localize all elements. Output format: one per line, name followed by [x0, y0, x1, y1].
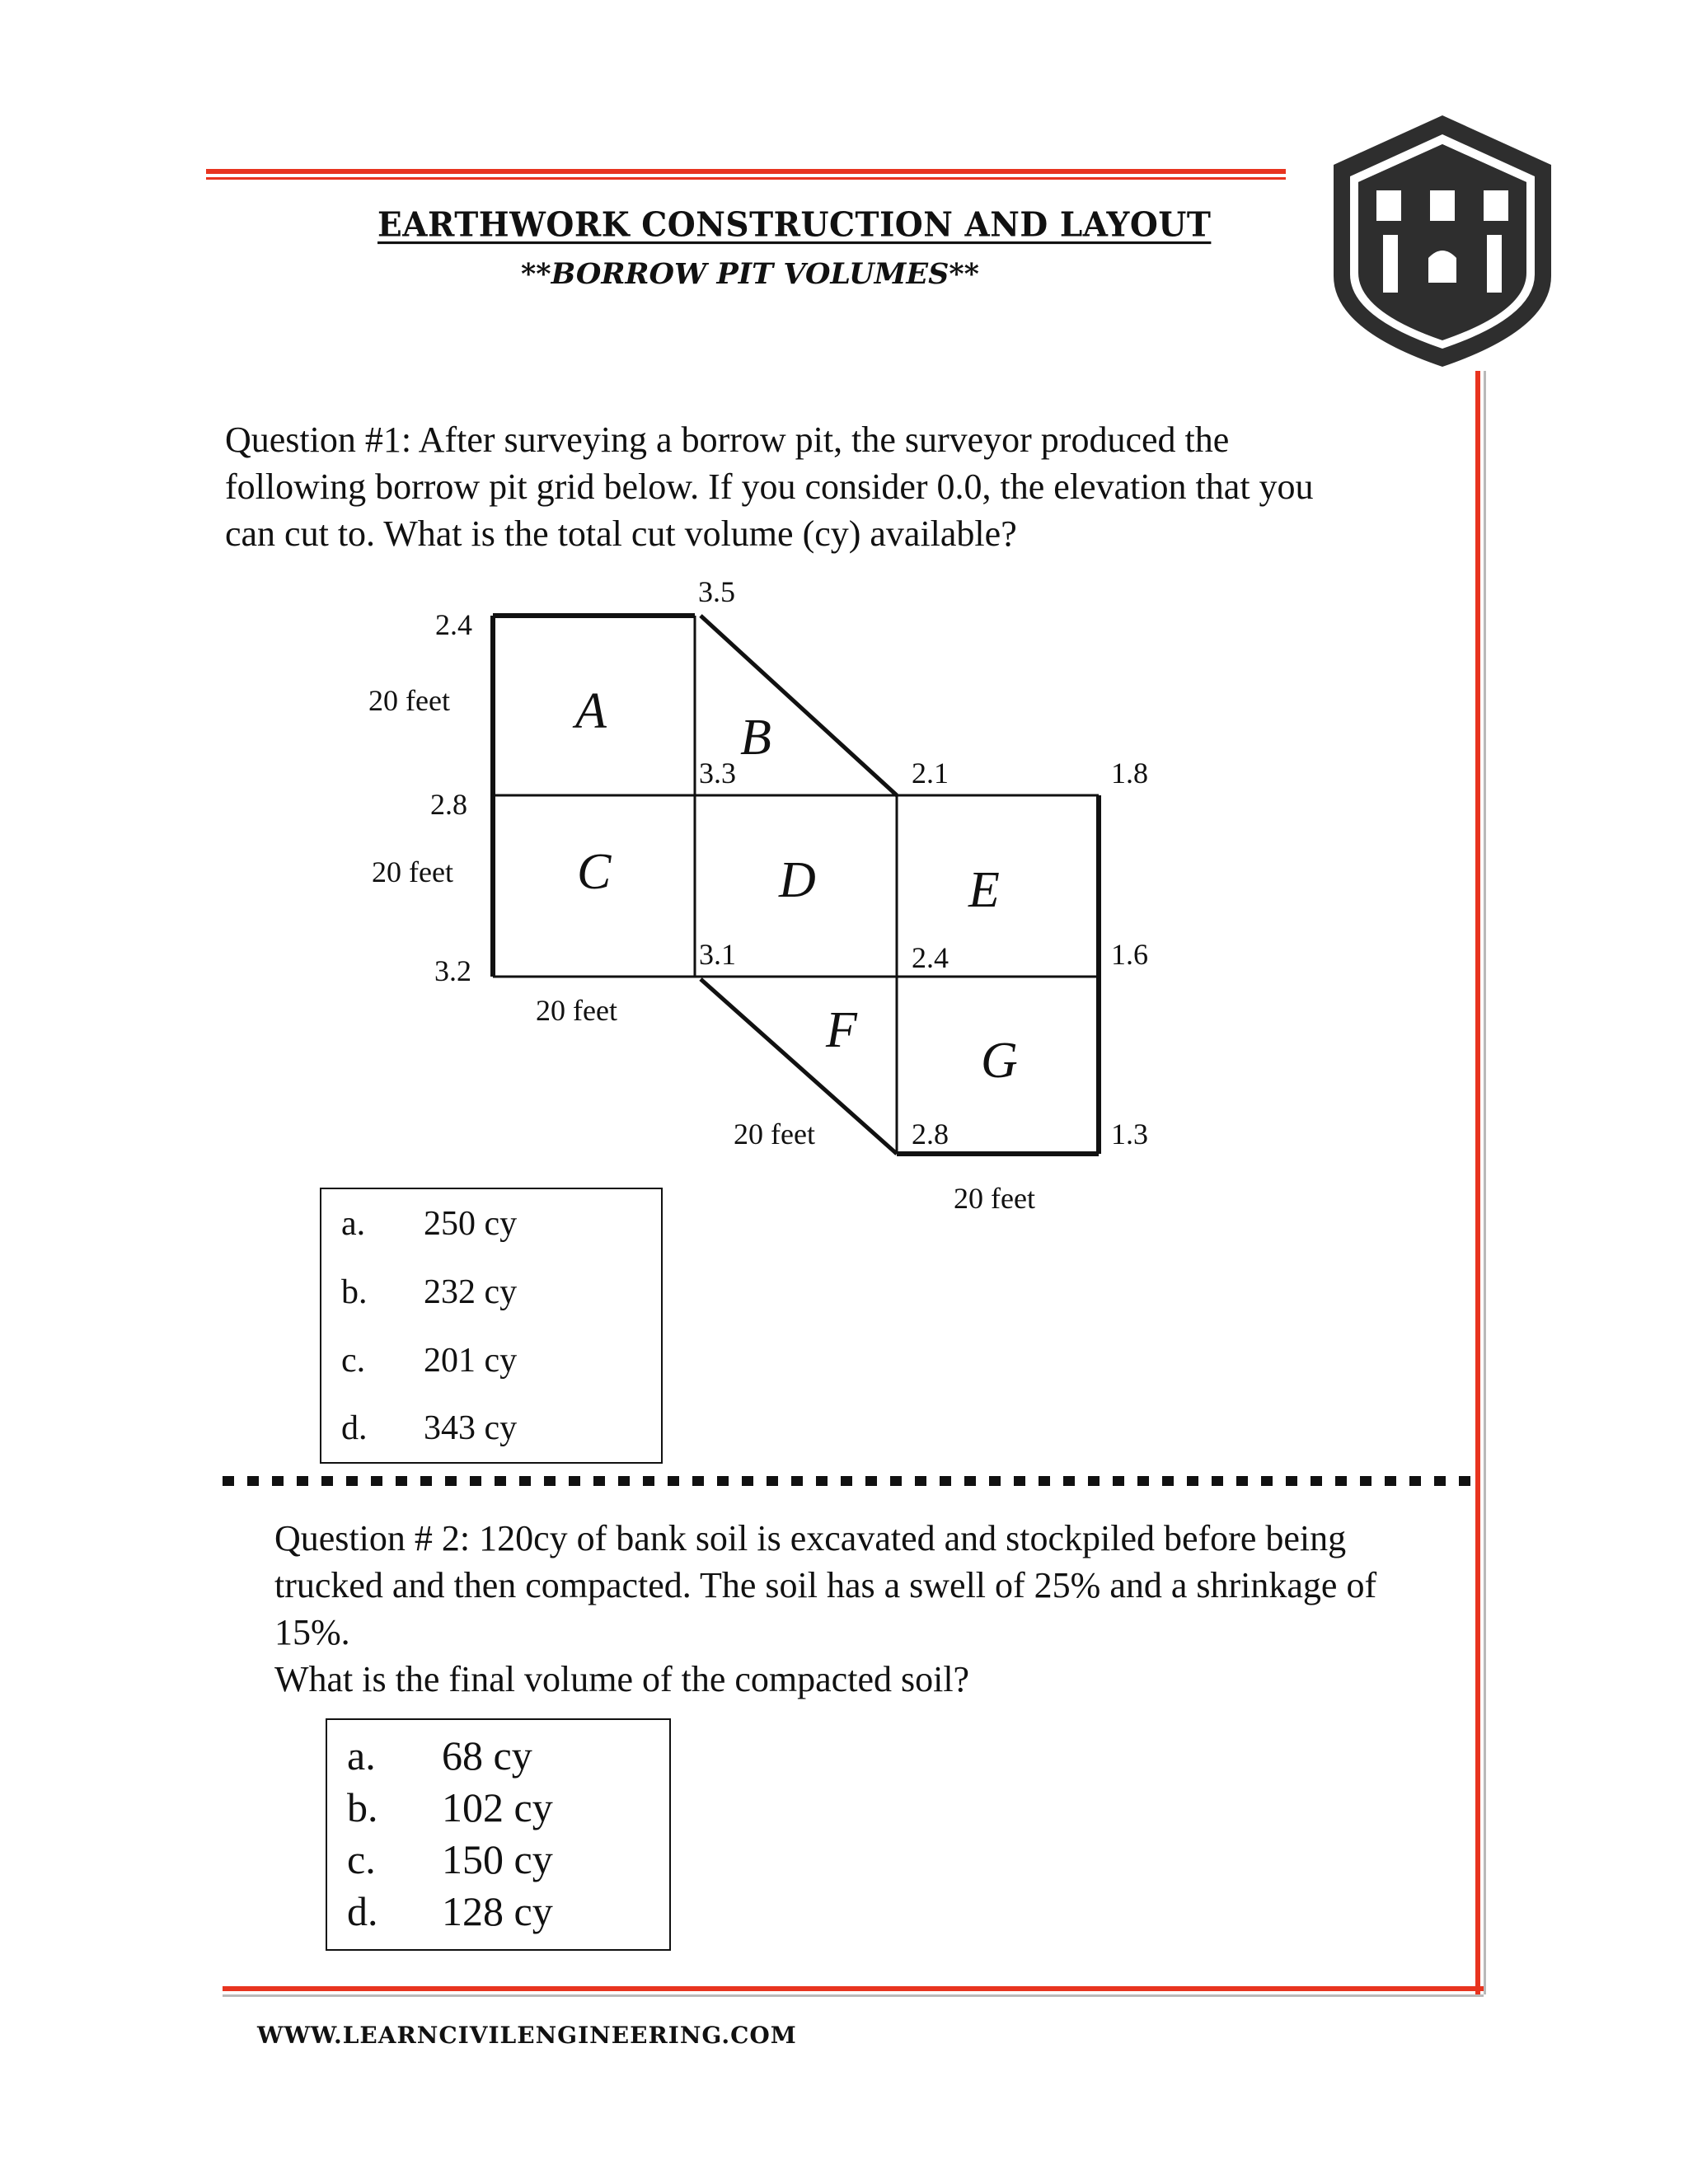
dimension-label: 20 feet	[734, 1118, 815, 1151]
answer-letter: d.	[347, 1888, 378, 1934]
answer-value: 232 cy	[424, 1273, 518, 1311]
question-1-line: following borrow pit grid below. If you consider 0.0, the elevation that you	[225, 466, 1314, 507]
dimension-label: 20 feet	[368, 684, 450, 717]
cell-label-g: G	[981, 1033, 1018, 1089]
cell-label-e: E	[968, 862, 1000, 918]
cell-label-a: A	[575, 683, 607, 739]
answer-option[interactable]	[341, 1204, 517, 1244]
answer-letter: b.	[347, 1784, 378, 1830]
answer-option[interactable]	[341, 1408, 517, 1448]
answer-letter: c.	[347, 1836, 376, 1882]
elevation-label: 2.1	[912, 757, 949, 790]
dimension-label: 20 feet	[536, 994, 617, 1027]
elevation-label: 1.8	[1111, 757, 1148, 790]
dimension-label: 20 feet	[372, 855, 453, 888]
footer-url[interactable]: WWW.LEARNCIVILENGINEERING.COM	[257, 2022, 797, 2049]
answer-value: 150 cy	[442, 1836, 553, 1882]
question-2-text	[274, 1515, 1470, 1703]
question-2-line: Question # 2: 120cy of bank soil is excavated and stockpiled before being	[274, 1518, 1347, 1558]
section-divider	[223, 1476, 1484, 1486]
elevation-label: 3.2	[434, 954, 471, 987]
answer-option[interactable]	[347, 1887, 553, 1935]
answer-letter: c.	[341, 1342, 366, 1380]
question-1-line: can cut to. What is the total cut volume (cy) available?	[225, 513, 1017, 554]
elevation-label: 3.3	[699, 757, 736, 790]
cell-label-d: D	[779, 852, 816, 908]
elevation-label: 2.4	[912, 941, 949, 974]
question-2-line: 15%.	[274, 1612, 350, 1652]
answer-option[interactable]	[347, 1732, 532, 1779]
elevation-label: 1.3	[1111, 1118, 1148, 1151]
cell-label-f: F	[826, 1002, 857, 1058]
answer-option[interactable]	[347, 1783, 553, 1831]
elevation-label: 2.4	[435, 608, 472, 641]
elevation-label: 3.1	[699, 938, 736, 971]
answer-letter: a.	[347, 1732, 376, 1779]
cell-label-c: C	[577, 844, 612, 900]
elevation-label: 2.8	[912, 1118, 949, 1151]
question-2-answer-box	[326, 1718, 671, 1951]
dimension-label: 20 feet	[954, 1182, 1035, 1215]
elevation-label: 3.5	[698, 575, 735, 608]
answer-value: 68 cy	[442, 1732, 532, 1779]
answer-letter: a.	[341, 1205, 366, 1243]
question-1-line: Question #1: After surveying a borrow pit, the surveyor produced the	[225, 419, 1230, 460]
elevation-label: 1.6	[1111, 938, 1148, 971]
answer-option[interactable]	[341, 1341, 517, 1380]
question-2-line: trucked and then compacted. The soil has a swell of 25% and a shrinkage of	[274, 1565, 1377, 1605]
answer-value: 250 cy	[424, 1205, 518, 1243]
cell-label-b: B	[740, 710, 771, 766]
answer-letter: b.	[341, 1273, 368, 1311]
page-subtitle: **BORROW PIT VOLUMES**	[521, 257, 979, 291]
answer-value: 128 cy	[442, 1888, 553, 1934]
elevation-label: 2.8	[430, 788, 467, 821]
question-1-answer-box	[320, 1188, 663, 1464]
question-2-line: What is the final volume of the compacted soil?	[274, 1659, 970, 1699]
answer-value: 102 cy	[442, 1784, 553, 1830]
answer-option[interactable]	[347, 1835, 553, 1883]
answer-value: 201 cy	[424, 1342, 518, 1380]
answer-letter: d.	[341, 1409, 368, 1447]
answer-option[interactable]	[341, 1272, 517, 1312]
page-title: EARTHWORK CONSTRUCTION AND LAYOUT	[377, 204, 1212, 246]
answer-value: 343 cy	[424, 1409, 518, 1447]
